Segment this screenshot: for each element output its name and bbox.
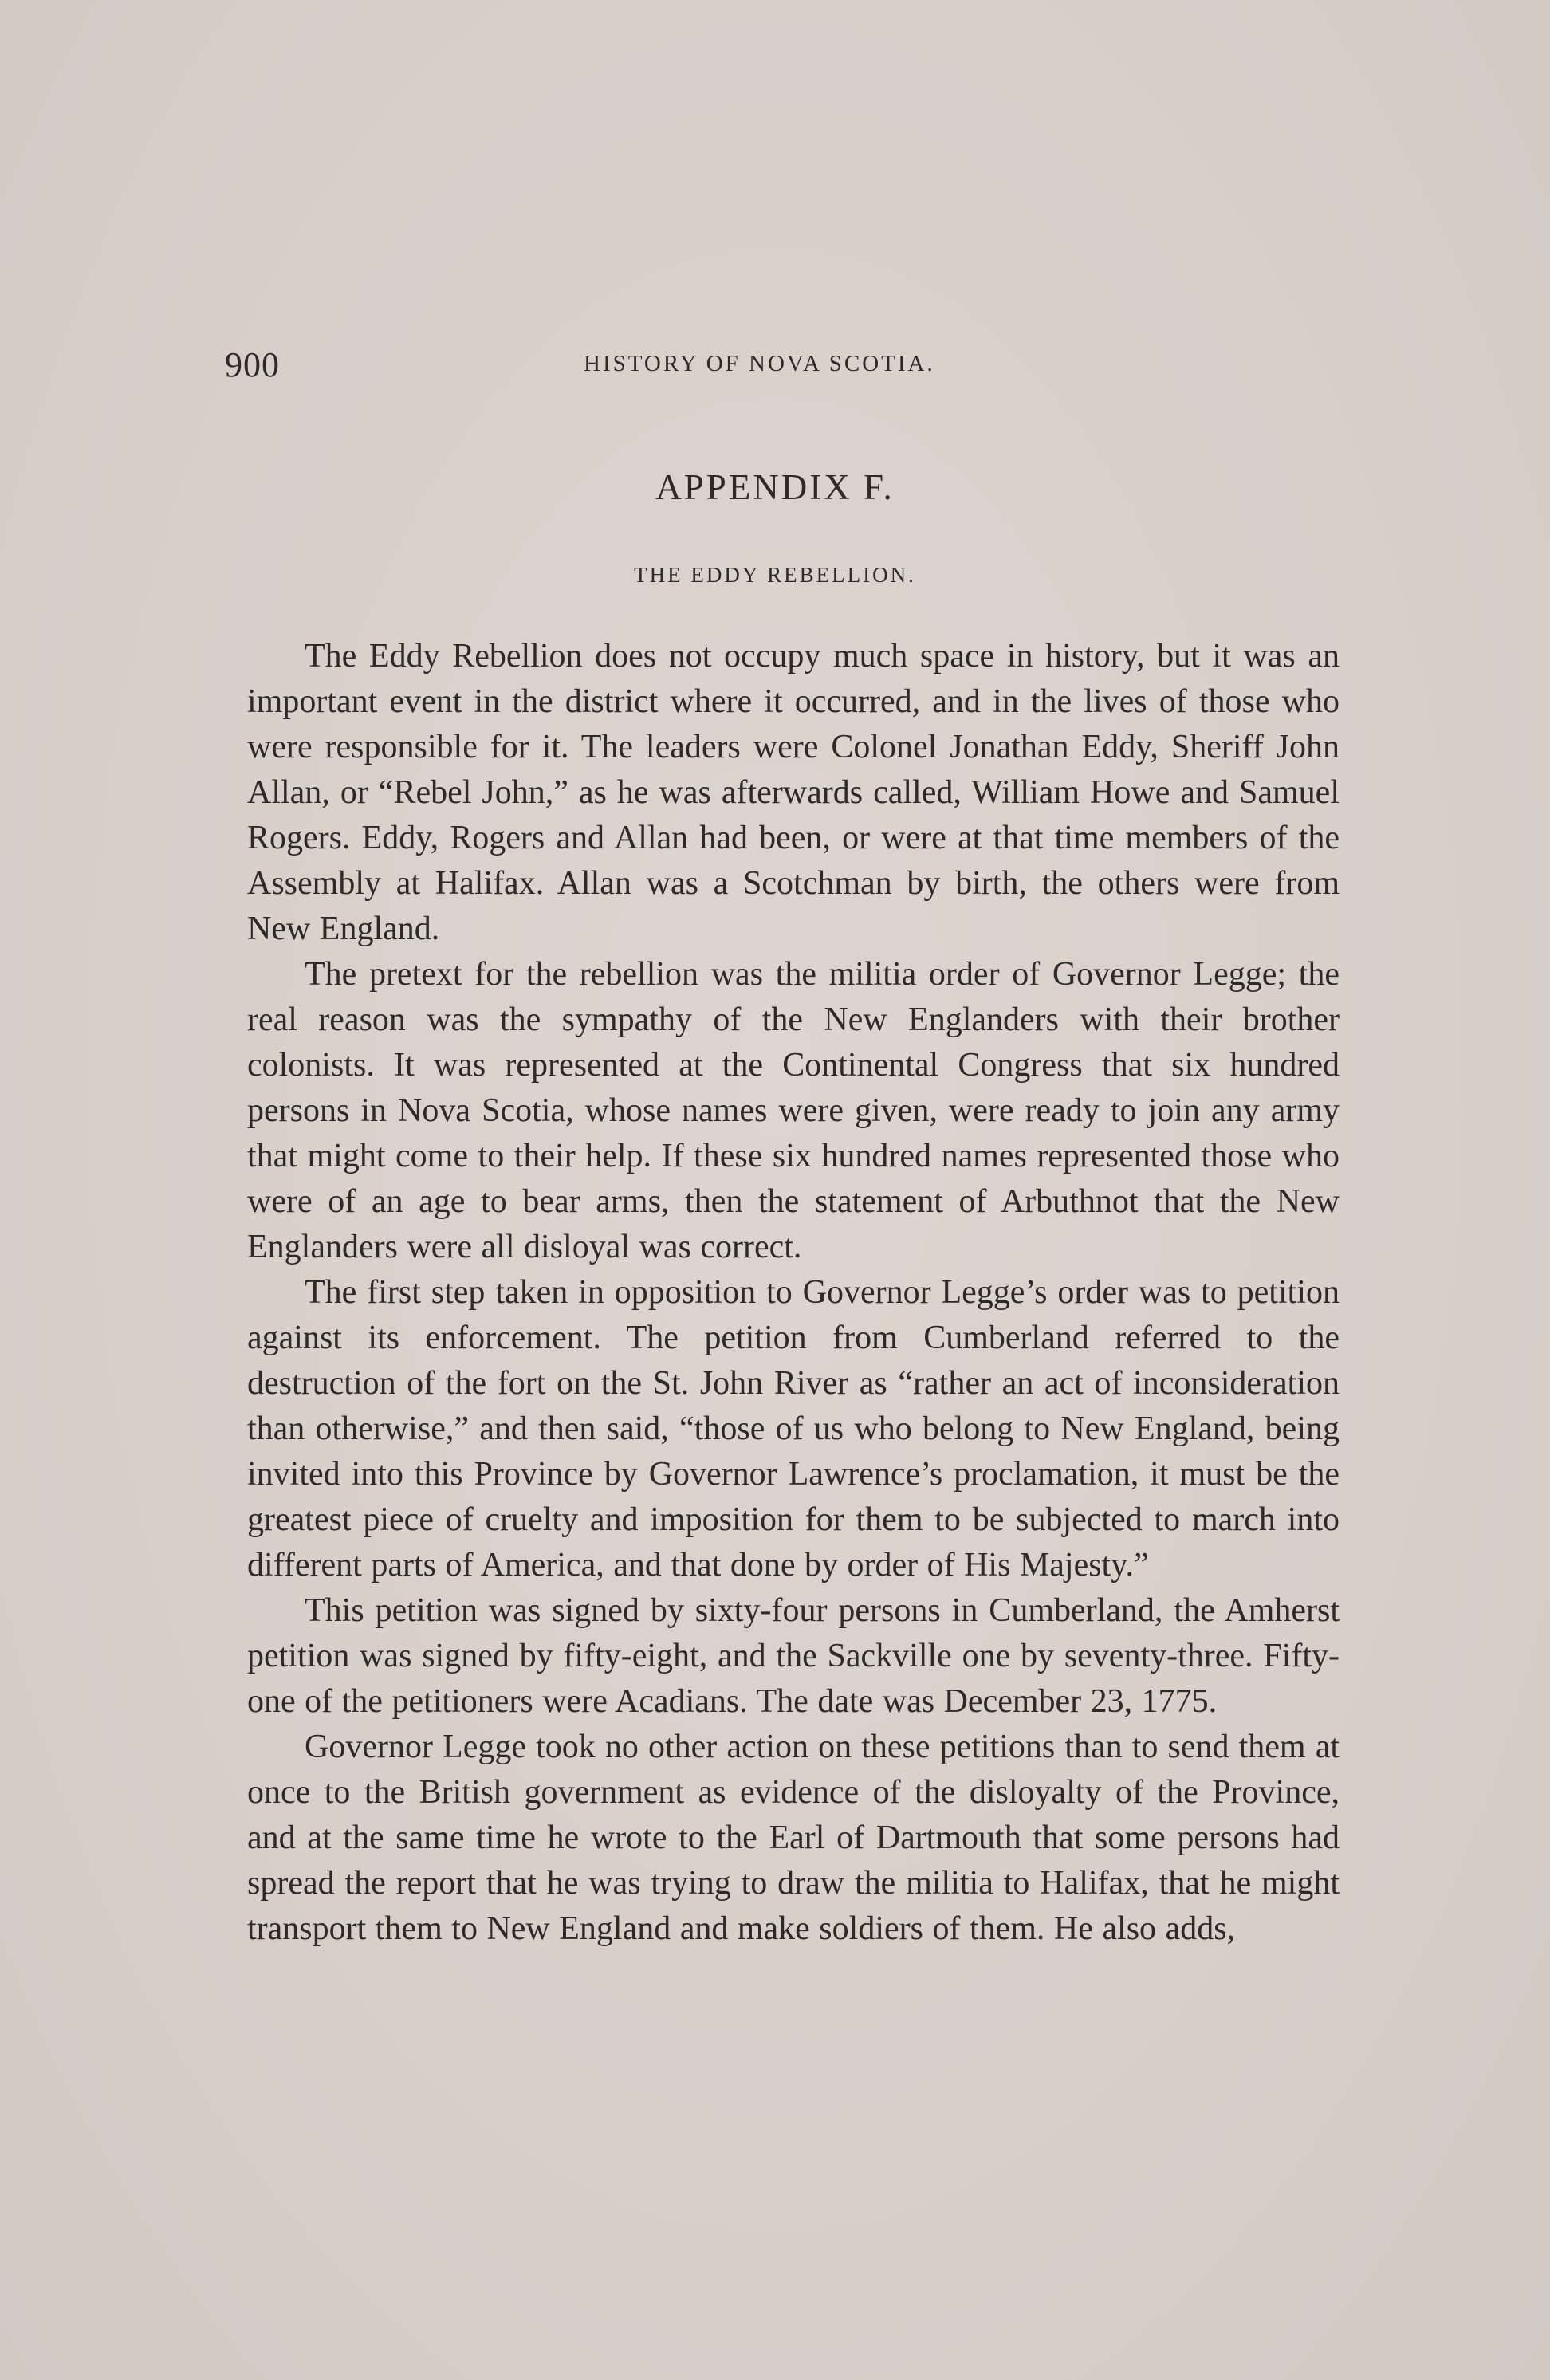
appendix-title: APPENDIX F. [655,467,895,507]
paragraph-4: This petition was signed by sixty-four persons in Cumberland, the Amherst petition was signed by fifty-eight, and the Sackville one by seventy-three. Fifty-one of the petitioners were Acadians. The date was December 23, 1775. [247,1592,1340,1720]
running-head [225,344,1341,392]
running-title: HISTORY OF NOVA SCOTIA. [584,351,935,376]
paragraph-3: The first step taken in opposition to Governor Legge’s order was to petition against its enforcement. The petition from Cumberland referred to the destruction of the fort on the St. John River as “rather an act of inconsideration than otherwise,” and then said, “those of us who belong to New England, being invited into this Province by Governor Lawrence’s proclamation, it must be the greatest piece of cruelty and imposition for them to be subjected to march into different parts of America, and that done by order of His Majesty.” [247,1274,1340,1583]
section-title: THE EDDY REBELLION. [634,563,916,587]
body-text [247,634,1340,1952]
paragraph-1: The Eddy Rebellion does not occupy much space in history, but it was an important event in the district where it occurred, and in the lives of those who were responsible for it. The leaders were Colonel Jonathan Eddy, Sheriff John Allan, or “Rebel John,” as he was afterwards called, William Howe and Samuel Rogers. Eddy, Rogers and Allan had been, or were at that time members of the Assembly at Halifax. Allan was a Scotchman by birth, the others were from New England. [247,638,1340,947]
paragraph-5: Governor Legge took no other action on these petitions than to send them at once to the British government as evidence of the disloyalty of the Province, and at the same time he wrote to the Earl of Dartmouth that some persons had spread the report that he was trying to draw the militia to Halifax, that he might transport them to New England and make soldiers of them. He also adds, [247,1729,1340,1947]
paragraph-2: The pretext for the rebellion was the militia order of Governor Legge; the real reason was the sympathy of the New Englanders with their brother colonists. It was represented at the Continental Congress that six hundred persons in Nova Scotia, whose names were given, were ready to join any army that might come to their help. If these six hundred names represented those who were of an age to bear arms, then the statement of Arbuthnot that the New Englanders were all disloyal was correct. [247,956,1340,1265]
page-number: 900 [225,345,280,384]
